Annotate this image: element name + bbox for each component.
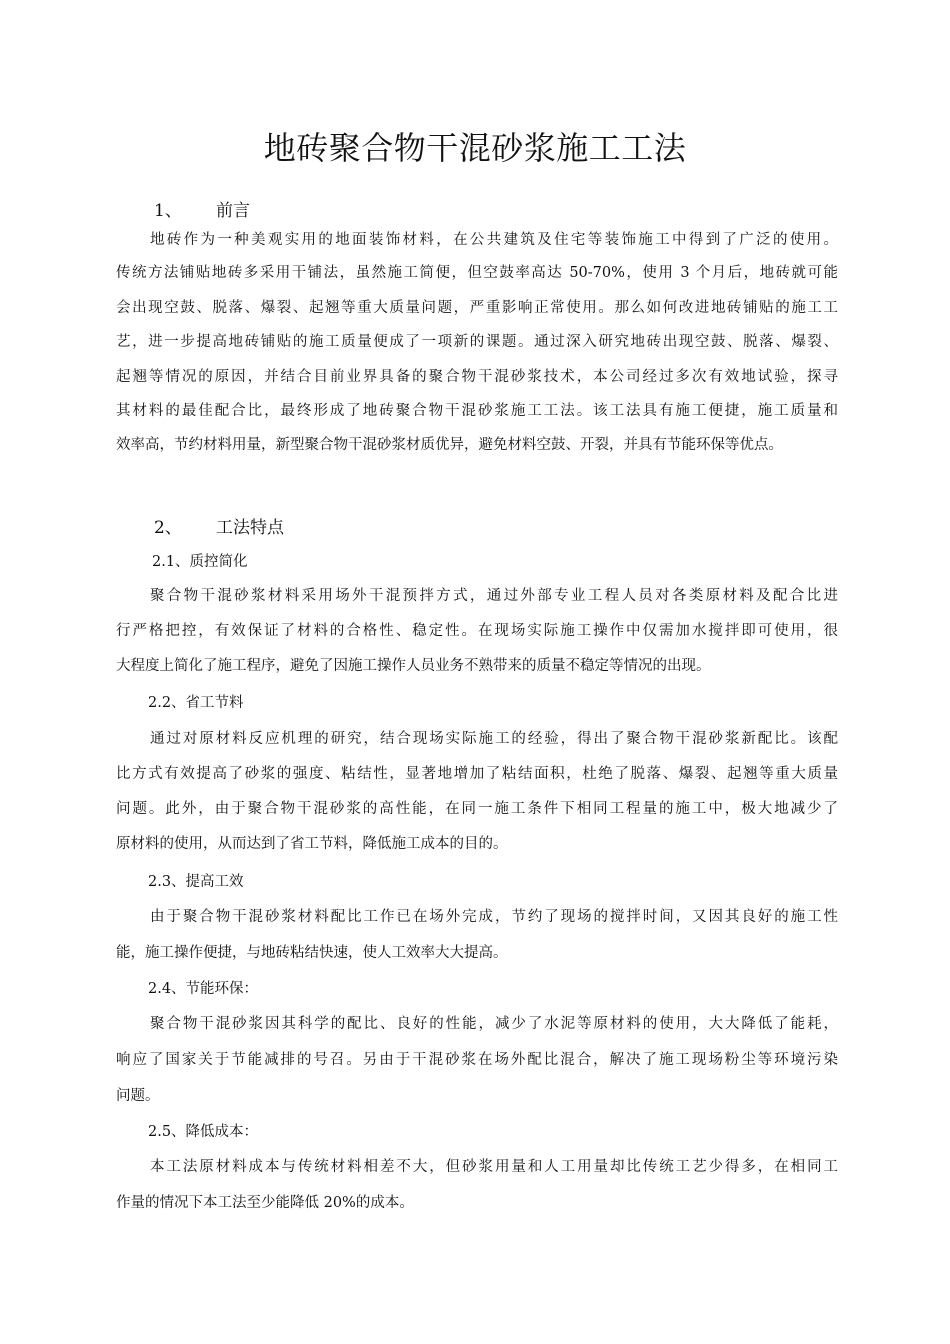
subsection-heading: 2.1、质控简化 bbox=[152, 554, 248, 570]
paragraph-line: 问题。 bbox=[116, 1088, 160, 1104]
paragraph-line: 本工法原材料成本与传统材料相差不大，但砂浆用量和人工用量却比传统工艺少得多，在相同工 bbox=[150, 1159, 838, 1175]
paragraph-line: 地砖作为一种美观实用的地面装饰材料，在公共建筑及住宅等装饰施工中得到了广泛的使用。 bbox=[150, 232, 838, 248]
subsection-heading: 2.4、节能环保： bbox=[148, 981, 259, 997]
paragraph-line: 通过对原材料反应机理的研究，结合现场实际施工的经验，得出了聚合物干混砂浆新配比。该配 bbox=[150, 731, 838, 747]
section-number: 2、 bbox=[154, 518, 182, 538]
paragraph-line: 其材料的最佳配合比，最终形成了地砖聚合物干混砂浆施工工法。该工法具有施工便捷，施工质量和 bbox=[116, 403, 838, 419]
subsection-heading: 2.3、提高工效 bbox=[148, 874, 244, 890]
section-title: 工法特点 bbox=[216, 518, 284, 538]
subsection-heading: 2.5、降低成本： bbox=[148, 1124, 259, 1140]
paragraph-line: 作量的情况下本工法至少能降低 20%的成本。 bbox=[116, 1195, 414, 1211]
paragraph-line: 比方式有效提高了砂浆的强度、粘结性，显著地增加了粘结面积，杜绝了脱落、爆裂、起翘等重大质量 bbox=[116, 766, 838, 782]
section-heading-1 bbox=[154, 199, 250, 223]
paragraph-line: 传统方法铺贴地砖多采用干铺法，虽然施工简便，但空鼓率高达 50-70%，使用 3 个月后，地砖就可能 bbox=[116, 265, 838, 281]
paragraph-line: 聚合物干混砂浆因其科学的配比、良好的性能，减少了水泥等原材料的使用，大大降低了能耗， bbox=[150, 1016, 838, 1032]
paragraph-line: 大程度上简化了施工程序，避免了因施工操作人员业务不熟带来的质量不稳定等情况的出现。 bbox=[116, 658, 711, 674]
document-title: 地砖聚合物干混砂浆施工工法 bbox=[263, 129, 687, 167]
section-number: 1、 bbox=[154, 201, 182, 221]
section-title: 前言 bbox=[216, 201, 250, 221]
paragraph-line: 由于聚合物干混砂浆材料配比工作已在场外完成，节约了现场的搅拌时间，又因其良好的施工性 bbox=[150, 909, 838, 925]
paragraph-line: 起翘等情况的原因，并结合目前业界具备的聚合物干混砂浆技术，本公司经过多次有效地试验，探寻 bbox=[116, 369, 838, 385]
paragraph-line: 行严格把控，有效保证了材料的合格性、稳定性。在现场实际施工操作中仅需加水搅拌即可使用，很 bbox=[116, 623, 838, 639]
subsection-heading: 2.2、省工节料 bbox=[148, 695, 244, 711]
paragraph-line: 艺，进一步提高地砖铺贴的施工质量便成了一项新的课题。通过深入研究地砖出现空鼓、脱落、爆裂、 bbox=[116, 334, 838, 350]
section-heading-2 bbox=[154, 516, 284, 540]
paragraph-line: 会出现空鼓、脱落、爆裂、起翘等重大质量问题，严重影响正常使用。那么如何改进地砖铺贴的施工工 bbox=[116, 300, 838, 316]
paragraph-line: 原材料的使用，从而达到了省工节料，降低施工成本的目的。 bbox=[116, 836, 508, 852]
paragraph-line: 响应了国家关于节能减排的号召。另由于干混砂浆在场外配比混合，解决了施工现场粉尘等环境污染 bbox=[116, 1052, 838, 1068]
paragraph-line: 聚合物干混砂浆材料采用场外干混预拌方式，通过外部专业工程人员对各类原材料及配合比进 bbox=[150, 588, 838, 604]
paragraph-line: 能，施工操作便捷，与地砖粘结快速，使人工效率大大提高。 bbox=[116, 945, 508, 961]
paragraph-line: 问题。此外，由于聚合物干混砂浆的高性能，在同一施工条件下相同工程量的施工中，极大地减少了 bbox=[116, 801, 838, 817]
paragraph-line: 效率高，节约材料用量，新型聚合物干混砂浆材质优异，避免材料空鼓、开裂，并具有节能环保等优点。 bbox=[116, 437, 783, 453]
